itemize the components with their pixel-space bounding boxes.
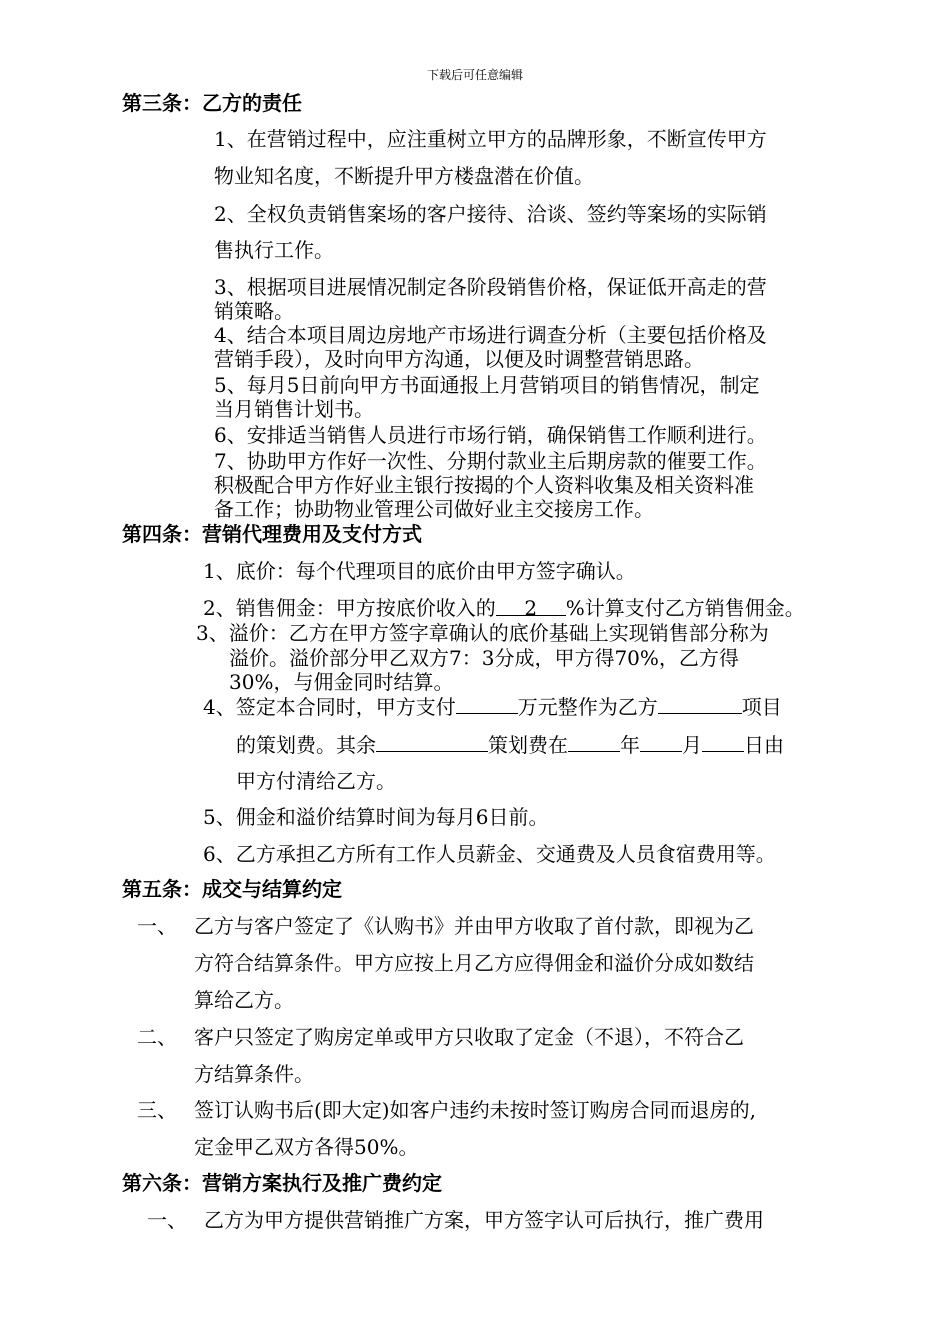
commission-rate-value: 2 bbox=[496, 595, 566, 616]
s4-line-7: 的策划费。其余 策划费在 年 月 日由 bbox=[236, 733, 784, 757]
s3-line-5: 3、根据项目进展情况制定各阶段销售价格，保证低开高走的营 bbox=[214, 275, 767, 299]
s4-line-8: 甲方付清给乙方。 bbox=[236, 769, 396, 793]
s5-line-1: 乙方与客户签定了《认购书》并由甲方收取了首付款，即视为乙 bbox=[194, 914, 754, 938]
s3-line-4: 售执行工作。 bbox=[214, 238, 334, 262]
s4-line-2: 2、销售佣金：甲方按底价收入的 2 %计算支付乙方销售佣金。 bbox=[203, 596, 805, 620]
s5-number-1: 一、 bbox=[137, 914, 177, 938]
payment-amount-blank bbox=[456, 693, 518, 714]
day-blank bbox=[702, 731, 744, 752]
s5-number-3: 三、 bbox=[137, 1098, 177, 1122]
s6-number-1: 一、 bbox=[147, 1208, 187, 1232]
s4-line-1: 1、底价：每个代理项目的底价由甲方签字确认。 bbox=[203, 559, 636, 583]
section-5-title: 第五条：成交与结算约定 bbox=[122, 877, 342, 901]
s5-line-2: 方符合结算条件。甲方应按上月乙方应得佣金和溢价分成如数结 bbox=[194, 951, 754, 975]
year-blank bbox=[568, 731, 620, 752]
s5-line-3: 算给乙方。 bbox=[194, 988, 294, 1012]
s3-line-2: 物业知名度，不断提升甲方楼盘潜在价值。 bbox=[214, 164, 594, 188]
s4-line-9: 5、佣金和溢价结算时间为每月6日前。 bbox=[203, 805, 549, 829]
project-name-blank bbox=[658, 693, 742, 714]
s5-number-2: 二、 bbox=[137, 1025, 177, 1049]
s5-line-5: 方结算条件。 bbox=[194, 1062, 314, 1086]
section-6-title: 第六条：营销方案执行及推广费约定 bbox=[122, 1171, 442, 1195]
section-3-title: 第三条：乙方的责任 bbox=[122, 91, 302, 115]
s4-line-5: 30%，与佣金同时结算。 bbox=[229, 670, 454, 694]
s3-line-9: 5、每月5日前向甲方书面通报上月营销项目的销售情况，制定 bbox=[214, 373, 760, 397]
month-blank bbox=[640, 731, 682, 752]
s3-line-6: 销策略。 bbox=[214, 299, 294, 323]
s5-line-6: 签订认购书后(即大定)如客户违约未按时签订购房合同而退房的, bbox=[194, 1098, 756, 1122]
s5-line-4: 客户只签定了购房定单或甲方只收取了定金（不退），不符合乙 bbox=[194, 1025, 744, 1049]
s3-line-7: 4、结合本项目周边房地产市场进行调查分析（主要包括价格及 bbox=[214, 323, 767, 347]
s5-line-7: 定金甲乙双方各得50%。 bbox=[194, 1135, 419, 1159]
s4-line-3: 3、溢价：乙方在甲方签字章确认的底价基础上实现销售部分称为 bbox=[196, 621, 769, 645]
s6-line-1: 乙方为甲方提供营销推广方案，甲方签字认可后执行，推广费用 bbox=[204, 1208, 764, 1232]
section-4-title: 第四条：营销代理费用及支付方式 bbox=[122, 522, 422, 546]
s3-line-10: 当月销售计划书。 bbox=[214, 397, 374, 421]
s4-line-4: 溢价。溢价部分甲乙双方7：3分成，甲方得70%，乙方得 bbox=[229, 646, 739, 670]
s3-line-8: 营销手段），及时向甲方沟通，以便及时调整营销思路。 bbox=[214, 347, 704, 371]
s4-line-6: 4、签定本合同时，甲方支付 万元整作为乙方 项目 bbox=[203, 695, 782, 719]
page-header: 下载后可任意编辑 bbox=[426, 68, 523, 82]
s3-line-3: 2、全权负责销售案场的客户接待、洽谈、签约等案场的实际销 bbox=[214, 202, 767, 226]
s3-line-12: 7、协助甲方作好一次性、分期付款业主后期房款的催要工作。 bbox=[214, 449, 767, 473]
s4-line-10: 6、乙方承担乙方所有工作人员薪金、交通费及人员食宿费用等。 bbox=[203, 842, 776, 866]
s3-line-14: 备工作；协助物业管理公司做好业主交接房工作。 bbox=[214, 497, 654, 521]
remaining-amount-blank bbox=[376, 731, 488, 752]
s3-line-13: 积极配合甲方作好业主银行按揭的个人资料收集及相关资料准 bbox=[214, 473, 754, 497]
s3-line-11: 6、安排适当销售人员进行市场行销，确保销售工作顺利进行。 bbox=[214, 423, 767, 447]
s3-line-1: 1、在营销过程中，应注重树立甲方的品牌形象，不断宣传甲方 bbox=[214, 127, 767, 151]
